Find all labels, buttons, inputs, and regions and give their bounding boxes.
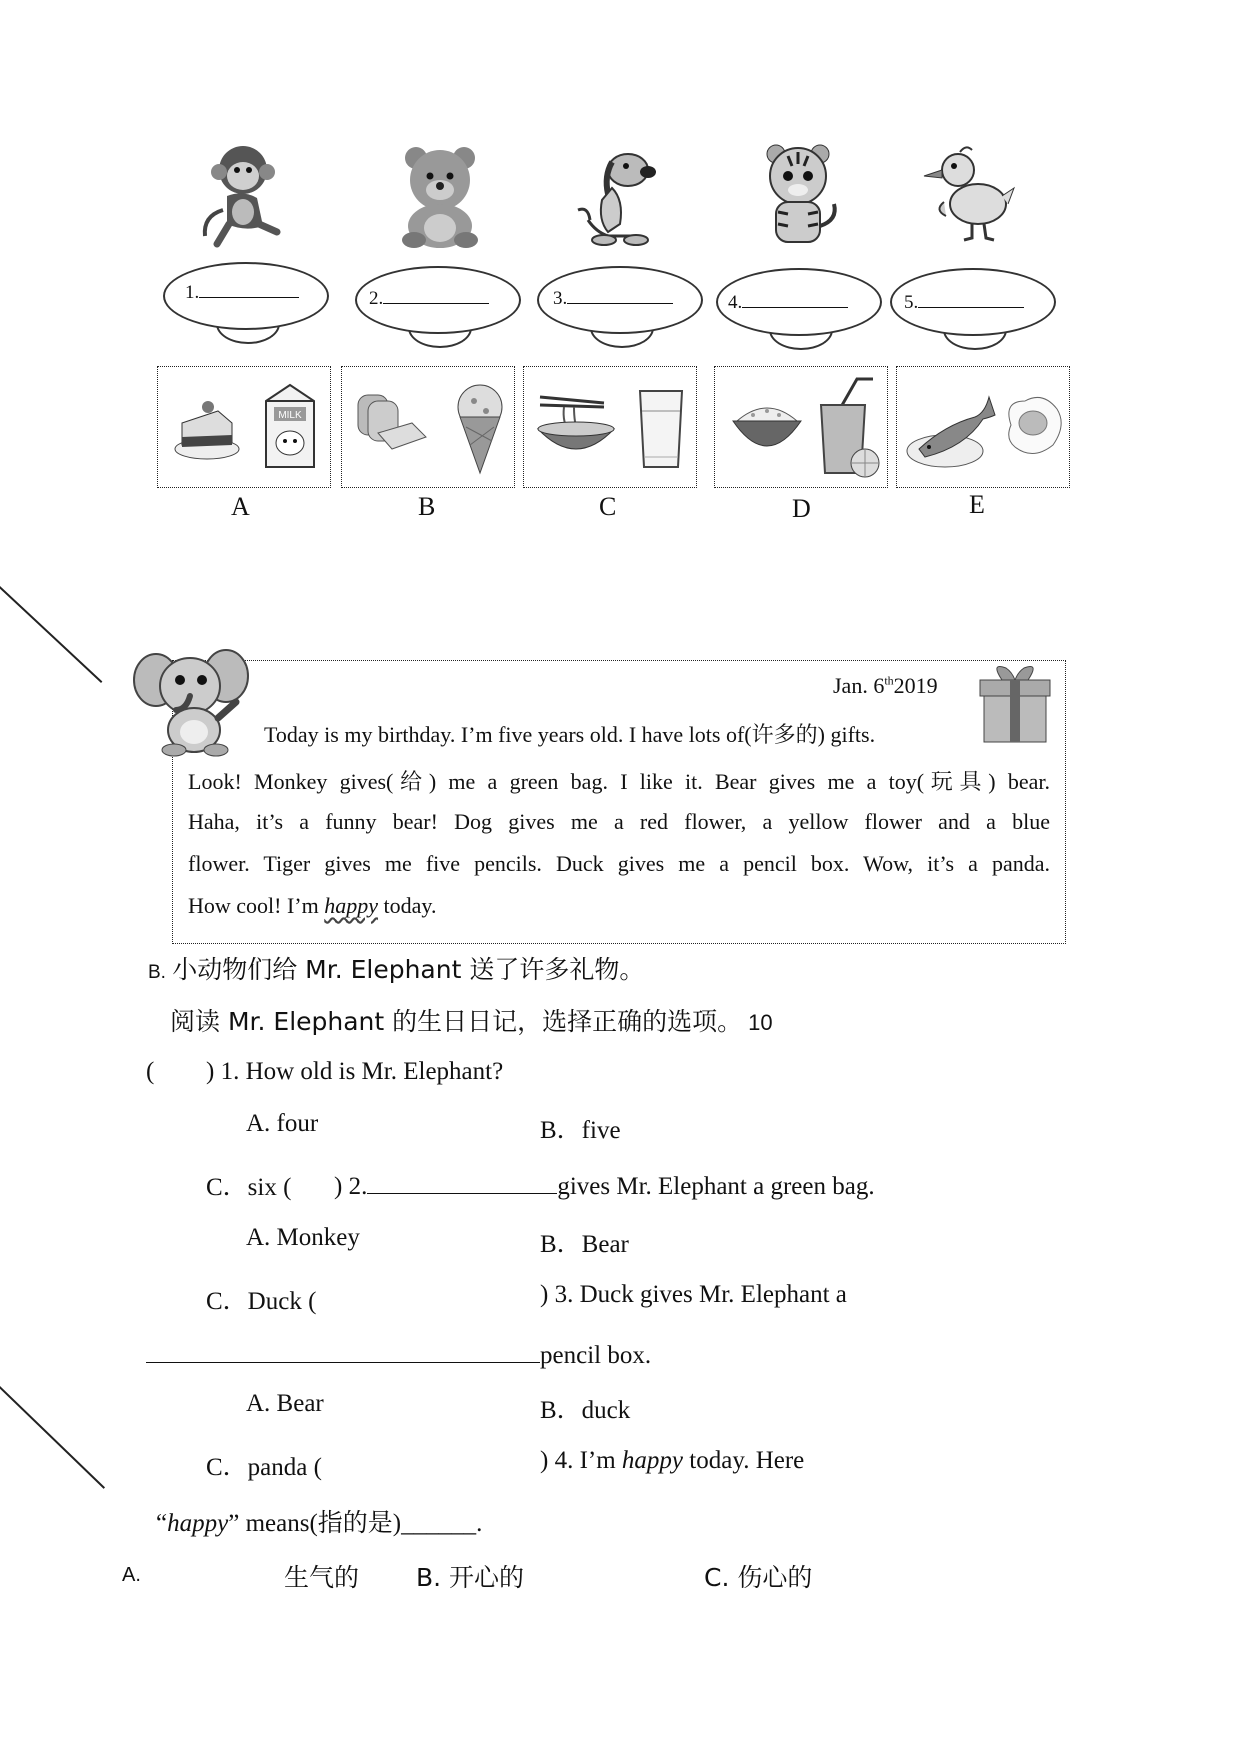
plate-1 <box>163 262 329 346</box>
answer-blank[interactable] <box>199 297 299 298</box>
happy-word: happy <box>324 893 379 918</box>
section-b-title: B. 小动物们给 Mr. Elephant 送了许多礼物。 <box>148 955 645 984</box>
diary-box <box>172 660 1066 944</box>
q1-option-b[interactable]: B．five <box>540 1117 621 1144</box>
plate-number: 1. <box>185 282 200 303</box>
margin-line-top <box>0 586 102 683</box>
answer-blank[interactable] <box>742 307 848 308</box>
q1-text: ) 1. How old is Mr. Elephant? <box>206 1058 504 1085</box>
svg-text:MILK: MILK <box>278 410 302 421</box>
elephant-icon <box>132 646 250 758</box>
cake-icon <box>172 393 242 463</box>
duck-icon <box>920 140 1020 250</box>
diary-line-2: Look! Monkey gives(给) me a green bag. I like it. Bear gives me a toy(玩具) bear. <box>188 769 1050 794</box>
q2-option-b[interactable]: B．Bear <box>540 1231 629 1258</box>
q4-option-b[interactable]: B. 开心的 <box>416 1563 525 1592</box>
answer-blank[interactable] <box>383 303 489 304</box>
q4-option-a-text[interactable]: 生气的 <box>284 1563 360 1592</box>
food-label-b: B <box>418 492 436 521</box>
q2-blank[interactable] <box>367 1167 557 1194</box>
diary-date: Jan. 6th2019 <box>833 673 938 698</box>
fried-egg-icon <box>1003 395 1065 465</box>
q3-option-c[interactable]: C．panda ( <box>206 1454 322 1481</box>
q3-option-b[interactable]: B．duck <box>540 1397 631 1424</box>
food-label-a: A <box>231 492 250 521</box>
gift-box-icon <box>976 662 1054 746</box>
plate-4 <box>716 268 882 352</box>
q4-text: ) 4. I’m happy today. Here <box>540 1447 805 1474</box>
answer-blank[interactable] <box>918 307 1024 308</box>
section-b-instruction: 阅读 Mr. Elephant 的生日日记，选择正确的选项。 10 <box>170 1007 773 1036</box>
food-box-b <box>341 366 515 488</box>
fish-icon <box>905 387 1001 477</box>
rice-bowl-icon <box>729 401 805 461</box>
food-label-e: E <box>969 490 985 519</box>
monkey-icon <box>193 140 293 250</box>
q2-text: ) 2. gives Mr. Elephant a green bag. <box>334 1167 875 1201</box>
q4-option-a-marker[interactable]: A. <box>122 1564 141 1586</box>
plate-number: 4. <box>728 292 743 313</box>
juice-icon <box>811 377 883 481</box>
q1-option-a[interactable]: A. four <box>246 1110 319 1137</box>
plate-number: 5. <box>904 292 919 313</box>
diary-line-3: Haha, it’s a funny bear! Dog gives me a red flower, a yellow flower and a blue <box>188 809 1050 834</box>
q1-option-c[interactable]: C．six ( <box>206 1174 292 1201</box>
margin-line-bottom <box>0 1386 105 1489</box>
ice-cream-icon <box>452 377 508 477</box>
diary-line-4: flower. Tiger gives me five pencils. Duck gives me a pencil box. Wow, it’s a panda. <box>188 851 1050 876</box>
dog-icon <box>568 140 668 250</box>
diary-line-5: How cool! I’m happy today. <box>188 893 437 918</box>
diary-line-1: Today is my birthday. I’m five years old. I have lots of(许多的) gifts. <box>264 722 876 747</box>
q3-option-a[interactable]: A. Bear <box>246 1390 324 1417</box>
tiger-icon <box>748 140 848 250</box>
food-box-a <box>157 366 331 488</box>
food-box-c <box>523 366 697 488</box>
q3-text: ) 3. Duck gives Mr. Elephant a <box>540 1281 847 1308</box>
q4-line-2: “happy” means(指的是)______. <box>156 1510 483 1537</box>
food-label-d: D <box>792 494 811 523</box>
food-box-d <box>714 366 888 488</box>
plate-number: 3. <box>553 288 568 309</box>
bear-icon <box>390 140 490 250</box>
q1-paren[interactable]: ( <box>146 1058 155 1085</box>
plate-5 <box>890 268 1056 352</box>
plate-number: 2. <box>369 288 384 309</box>
q2-option-a[interactable]: A. Monkey <box>246 1224 360 1251</box>
q3-blank[interactable] <box>146 1336 540 1363</box>
q2-option-c[interactable]: C．Duck ( <box>206 1288 317 1315</box>
q4-option-c[interactable]: C. 伤心的 <box>704 1563 813 1592</box>
plate-2 <box>355 266 521 350</box>
food-label-c: C <box>599 492 617 521</box>
q3-continuation: pencil box. <box>146 1336 651 1370</box>
bread-icon <box>354 389 430 459</box>
noodles-icon <box>534 393 618 463</box>
plate-3 <box>537 266 703 350</box>
water-glass-icon <box>636 387 686 471</box>
milk-carton-icon <box>258 381 322 471</box>
answer-blank[interactable] <box>567 303 673 304</box>
food-box-e <box>896 366 1070 488</box>
